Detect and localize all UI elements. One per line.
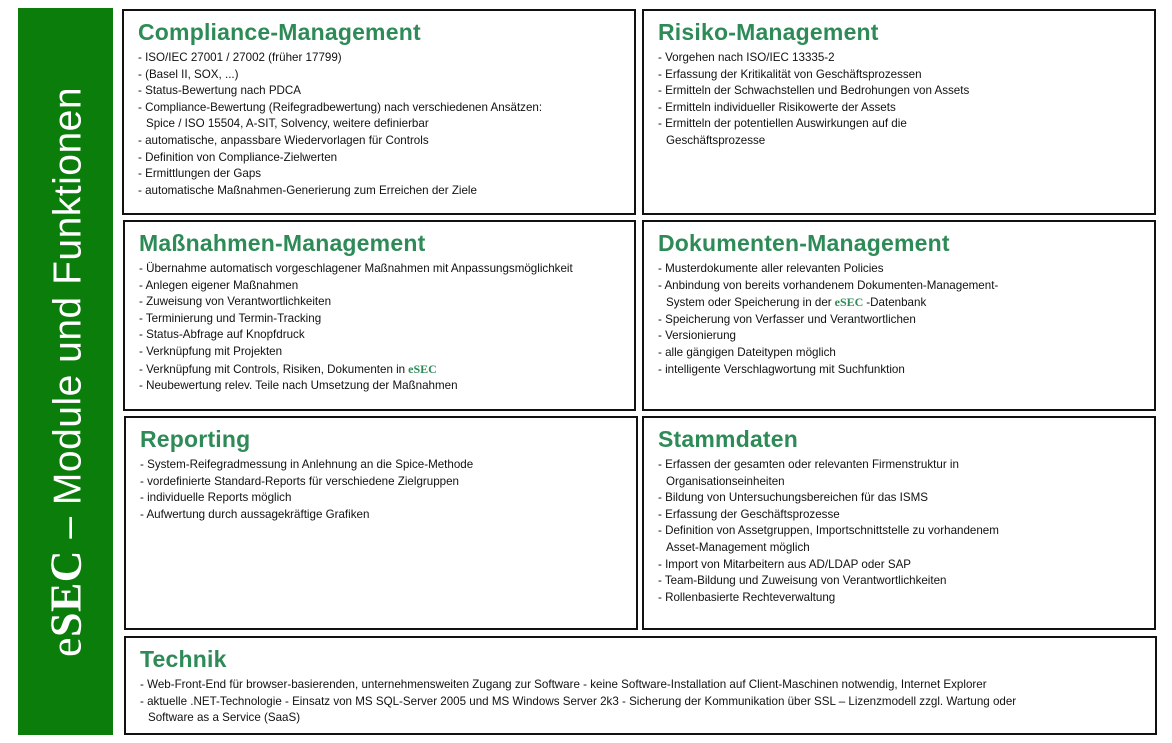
list-item: - Rollenbasierte Rechteverwaltung [658,590,836,604]
section-technik [124,636,1157,735]
list-item: - Neubewertung relev. Teile nach Umsetzung der Maßnahmen [139,379,458,393]
list-item: - Übernahme automatisch vorgeschlagener Maßnahmen mit Anpassungsmöglichkeit [139,262,573,275]
section-stammdaten [642,416,1156,630]
section-massnahmen-management [123,220,636,411]
feature-list [139,261,620,395]
list-item: - Versionierung [658,329,736,343]
list-item: - Anlegen eigener Maßnahmen [139,278,299,292]
sidebar-banner [18,8,113,735]
list-item: - Erfassung der Geschäftsprozesse [658,507,840,521]
list-item: - Verknüpfung mit Controls, Risiken, Dokumenten in eSEC [139,361,620,379]
section-title: Maßnahmen-Management [139,230,426,256]
list-item-continuation: System oder Speicherung in der eSEC -Datenbank [666,295,927,310]
list-item-continuation: Spice / ISO 15504, A-SIT, Solvency, weitere definierbar [146,117,429,131]
list-item: - intelligente Verschlagwortung mit Suchfunktion [658,362,905,376]
list-item: - Ermittlungen der Gaps [138,167,262,181]
feature-list [140,457,622,523]
list-item: - Aufwertung durch aussagekräftige Grafiken [140,507,370,521]
list-item: - Definition von Assetgruppen, Importschnittstelle zu vorhandenem [658,524,999,538]
list-item: - Erfassung der Kritikalität von Geschäftsprozessen [658,67,922,81]
feature-list [658,50,1140,150]
list-item: - Vorgehen nach ISO/IEC 13335-2 [658,51,835,64]
list-item: - Speicherung von Verfasser und Verantwortlichen [658,312,916,326]
feature-list [140,677,1141,727]
list-item: - aktuelle .NET-Technologie - Einsatz von MS SQL-Server 2005 und MS Windows Server 2k3 - Sicherung der Kommunikation über SSL – Lizenzmodell zzgl. Wartung oder [140,694,1017,708]
section-title: Stammdaten [658,426,799,452]
list-item: - Definition von Compliance-Zielwerten [138,150,338,164]
feature-list [658,261,1140,378]
list-item-continuation: Organisationseinheiten [666,474,785,488]
list-item: - Status-Bewertung nach PDCA [138,84,302,98]
sidebar-title-rest: – Module und Funktionen [46,86,89,550]
list-item: - Ermitteln individueller Risikowerte der Assets [658,100,896,114]
section-title: Risiko-Management [658,19,879,45]
list-item: - ISO/IEC 27001 / 27002 (früher 17799) [138,51,342,64]
section-compliance-management [122,9,636,215]
list-item: - vordefinierte Standard-Reports für verschiedene Zielgruppen [140,474,459,488]
section-title: Dokumenten-Management [658,230,950,256]
list-item-continuation: Geschäftsprozesse [666,133,766,147]
list-item: - Ermitteln der Schwachstellen und Bedrohungen von Assets [658,84,970,98]
list-item: - automatische Maßnahmen-Generierung zum Erreichen der Ziele [138,183,477,197]
feature-list [138,50,620,199]
list-item: - Musterdokumente aller relevanten Policies [658,262,884,275]
list-item: - Ermitteln der potentiellen Auswirkungen auf die [658,117,907,131]
list-item: - automatische, anpassbare Wiedervorlagen für Controls [138,133,429,147]
list-item: - Bildung von Untersuchungsbereichen für das ISMS [658,491,929,505]
list-item: - (Basel II, SOX, ...) [138,67,239,81]
section-dokumenten-management [642,220,1156,411]
feature-list [658,457,1140,606]
section-reporting [124,416,638,630]
list-item: - Compliance-Bewertung (Reifegradbewertung) nach verschiedenen Ansätzen: [138,100,543,114]
list-item: - Status-Abfrage auf Knopfdruck [139,328,305,342]
brand-logo-text: eSEC [41,549,90,657]
list-item: - Anbindung von bereits vorhandenem Dokumenten-Management- [658,278,999,292]
list-item-continuation: Asset-Management möglich [666,540,810,554]
list-item: - Terminierung und Termin-Tracking [139,311,322,325]
section-title: Reporting [140,426,251,452]
section-risiko-management [642,9,1156,215]
brand-inline: eSEC [408,361,437,376]
list-item: - Verknüpfung mit Projekten [139,344,283,358]
list-item-continuation: Software as a Service (SaaS) [148,711,301,725]
list-item: - Import von Mitarbeitern aus AD/LDAP oder SAP [658,557,912,571]
sidebar-title [40,86,91,656]
section-title: Technik [140,646,227,672]
list-item: - individuelle Reports möglich [140,491,292,505]
list-item: - System-Reifegradmessung in Anlehnung an die Spice-Methode [140,458,474,471]
list-item: - Team-Bildung und Zuweisung von Verantwortlichkeiten [658,574,947,588]
list-item: - Erfassen der gesamten oder relevanten Firmenstruktur in [658,458,959,471]
list-item: - alle gängigen Dateitypen möglich [658,345,836,359]
list-item: - Zuweisung von Verantwortlichkeiten [139,295,332,309]
section-title: Compliance-Management [138,19,421,45]
brand-inline: eSEC [834,295,864,310]
list-item: - Web-Front-End für browser-basierenden, unternehmensweiten Zugang zur Software - keine Software-Installation auf Client-Maschinen notwendig, Internet Explorer [140,678,987,691]
